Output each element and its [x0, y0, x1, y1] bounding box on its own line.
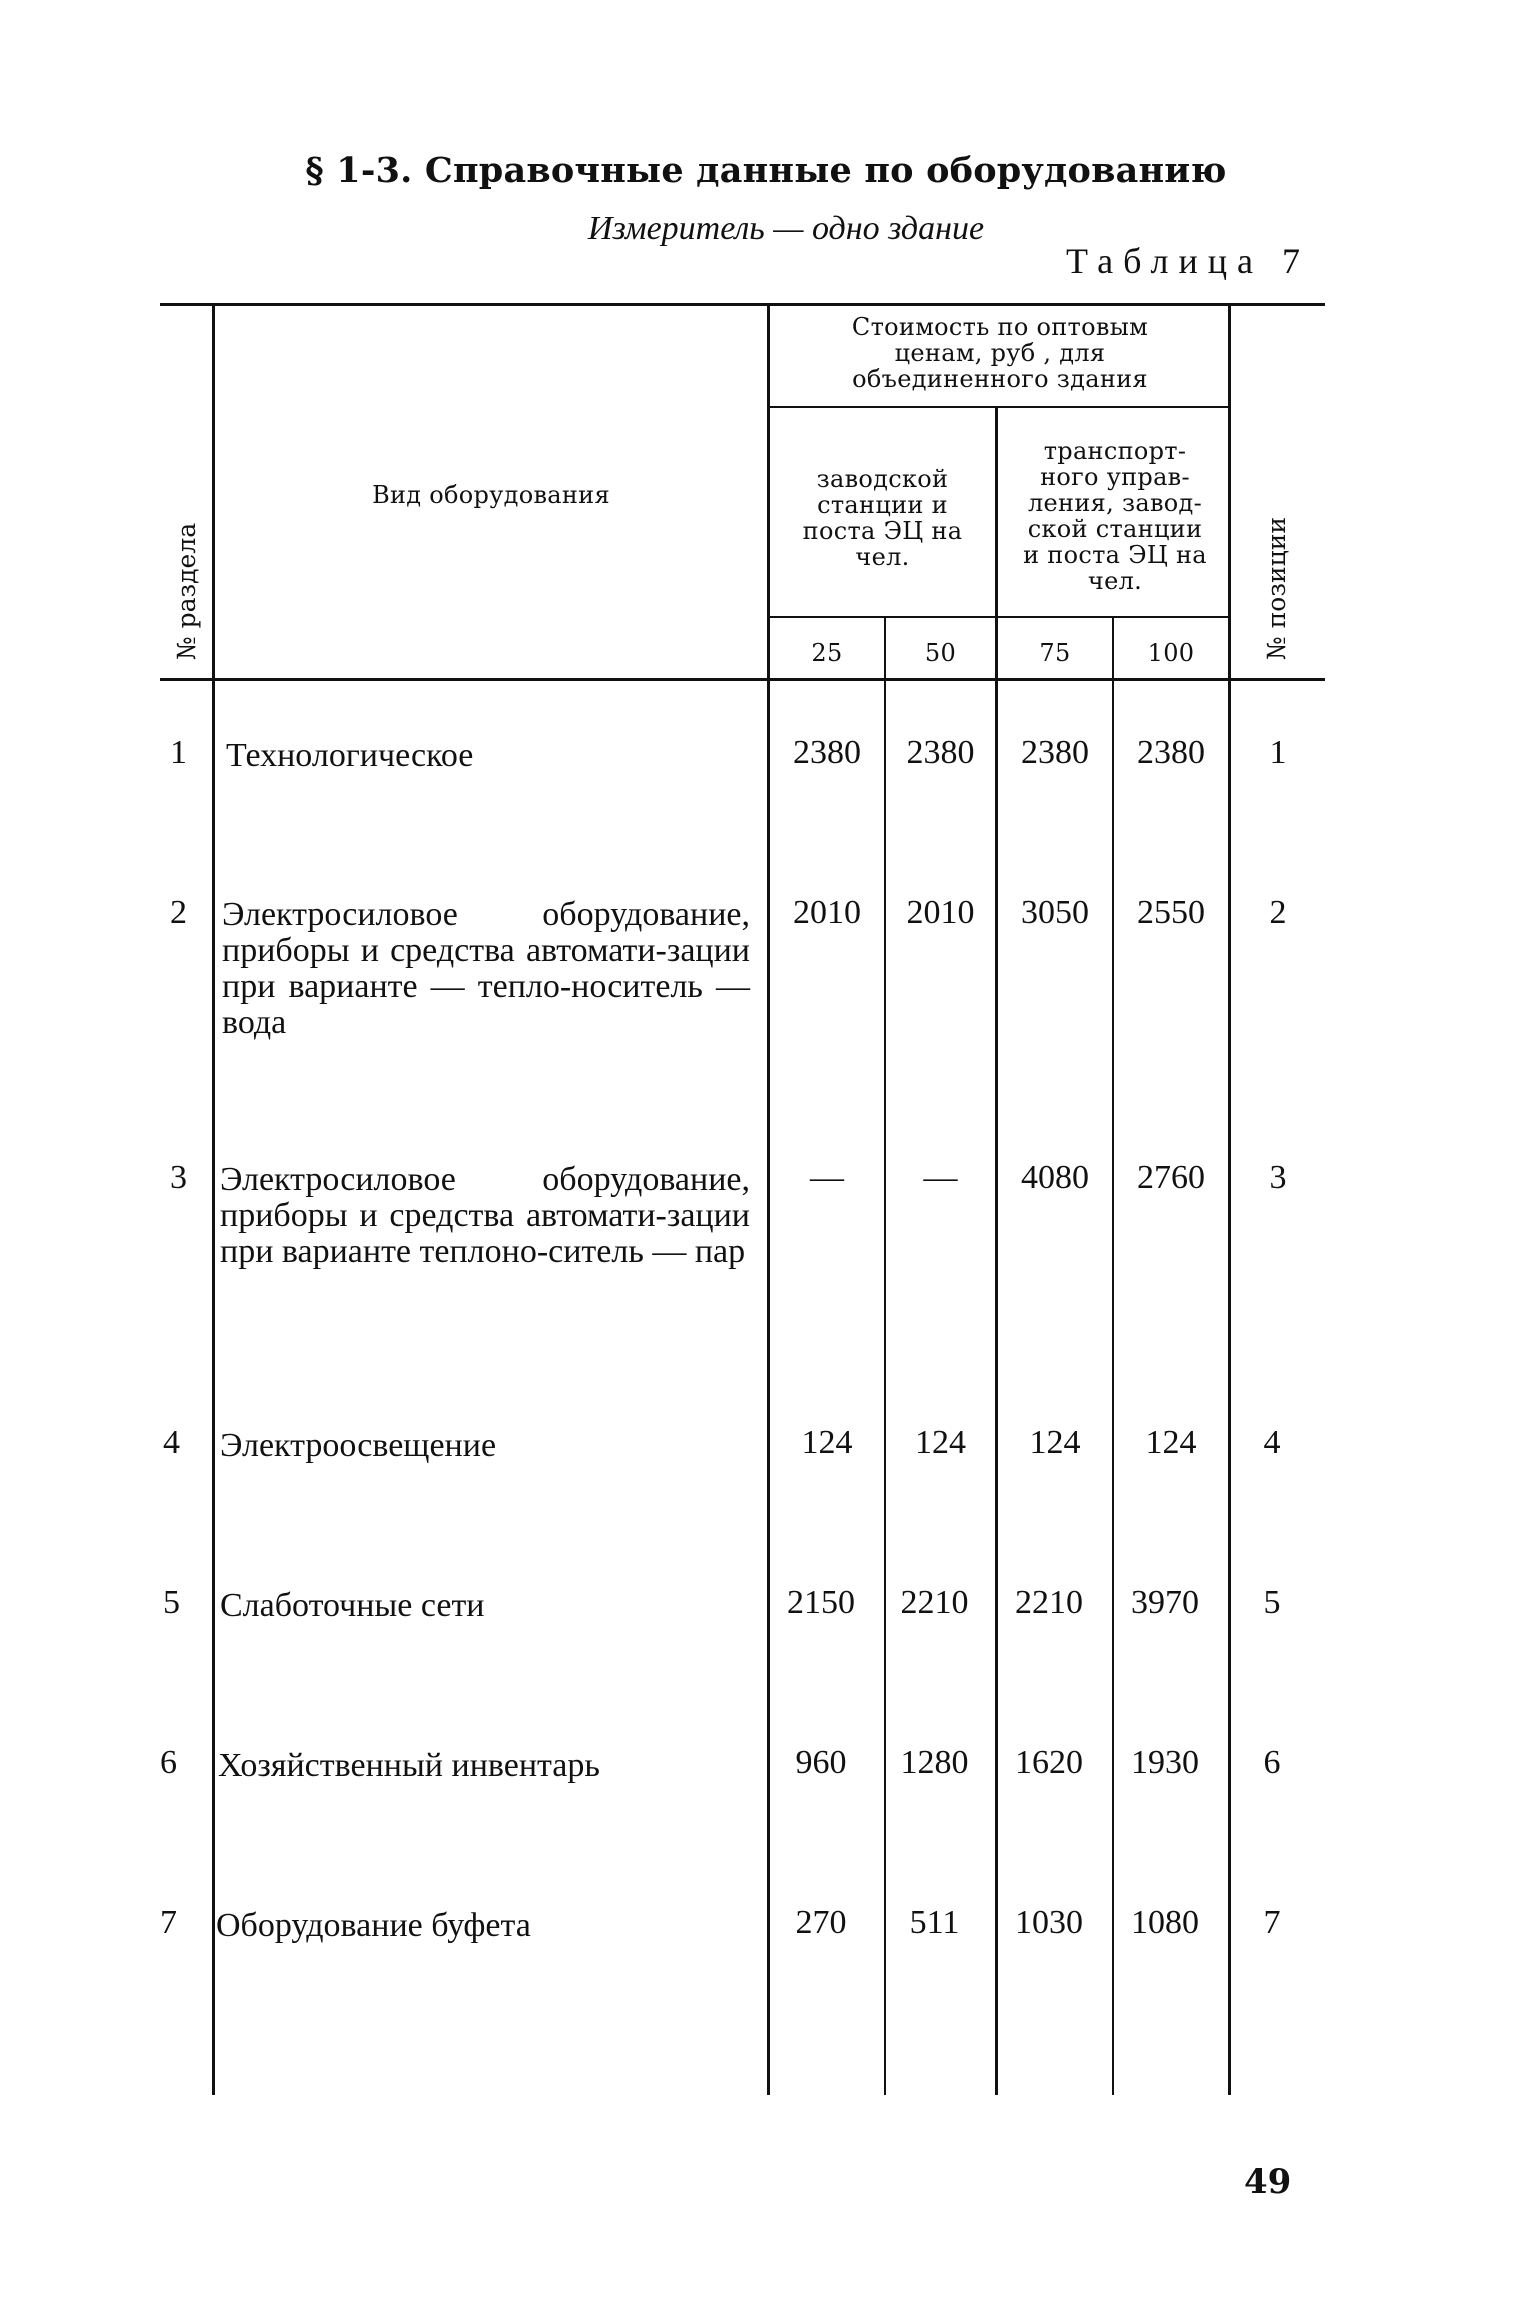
row-section: 3 — [170, 1159, 187, 1196]
page-number: 49 — [1244, 2162, 1292, 2202]
row-value-100: 3970 — [1131, 1584, 1199, 1621]
row-position: 1 — [1269, 734, 1287, 771]
row-value-25: 270 — [795, 1904, 847, 1941]
row-value-50: 1280 — [900, 1744, 969, 1781]
row-value-100: 2380 — [1137, 734, 1205, 771]
row-value-100: 1930 — [1131, 1744, 1199, 1781]
row-value-50: — — [923, 1159, 958, 1196]
row-equipment-type: Технологическое — [226, 737, 474, 774]
measurement-unit: Измеритель — одно здание — [587, 210, 985, 247]
row-value-50: 2210 — [900, 1584, 969, 1621]
row-value-75: 3050 — [1021, 894, 1089, 931]
row-equipment-type: Электросиловое оборудование, приборы и средства автомати-зации при варианте теплоно-ситель — пар — [220, 1161, 750, 1270]
col-header-section: № раздела — [172, 522, 201, 660]
row-section: 5 — [163, 1584, 180, 1621]
col-rule-75 — [1112, 618, 1114, 2095]
row-equipment-type: Оборудование буфета — [216, 1907, 531, 1944]
row-section: 4 — [163, 1424, 180, 1461]
row-value-100: 2550 — [1137, 894, 1205, 931]
row-value-25: — — [810, 1159, 844, 1196]
row-value-75: 4080 — [1021, 1159, 1089, 1196]
header-bottom-rule — [160, 678, 1325, 681]
col-header-cost-group: Стоимость по оптовым ценам, руб , для объединенного здания — [851, 313, 1149, 393]
subgroup-rule — [768, 616, 1228, 618]
col-header-subgroup-2: транспорт-ного управ-ления, завод-ской станции и поста ЭЦ на чел. — [1023, 437, 1207, 595]
row-equipment-type: Электроосвещение — [220, 1427, 497, 1464]
row-equipment-type: Хозяйственный инвентарь — [218, 1747, 600, 1784]
row-value-75: 1030 — [1015, 1904, 1083, 1941]
row-value-50: 2380 — [906, 734, 975, 771]
col-rule-section — [212, 305, 215, 2095]
col-rule-25 — [884, 618, 886, 2095]
capacity-100: 100 — [1147, 639, 1195, 667]
row-position: 7 — [1263, 1904, 1281, 1941]
row-value-75: 1620 — [1015, 1744, 1083, 1781]
table-label: Таблица 7 — [1066, 241, 1310, 281]
row-value-100: 2760 — [1137, 1159, 1205, 1196]
row-position: 2 — [1269, 894, 1287, 931]
row-position: 6 — [1263, 1744, 1281, 1781]
row-value-25: 2380 — [793, 734, 861, 771]
col-rule-100 — [1228, 305, 1231, 2095]
row-value-50: 124 — [915, 1424, 966, 1461]
row-position: 4 — [1263, 1424, 1281, 1461]
row-value-50: 2010 — [906, 894, 975, 931]
row-value-100: 1080 — [1131, 1904, 1199, 1941]
col-header-type: Вид оборудования — [372, 481, 610, 509]
cost-group-rule — [768, 406, 1228, 408]
row-value-50: 511 — [909, 1904, 960, 1941]
row-value-75: 2210 — [1015, 1584, 1083, 1621]
section-heading: § 1-3. Справочные данные по оборудованию — [305, 150, 1227, 191]
row-section: 7 — [160, 1904, 177, 1941]
row-value-25: 2150 — [787, 1584, 855, 1621]
col-header-subgroup-1: заводской станции и поста ЭЦ на чел. — [802, 465, 963, 571]
row-section: 6 — [160, 1744, 177, 1781]
col-rule-type — [767, 305, 770, 2095]
row-equipment-type: Слаботочные сети — [220, 1587, 485, 1624]
table-top-rule — [160, 303, 1325, 306]
row-value-25: 960 — [795, 1744, 847, 1781]
row-section: 2 — [170, 894, 187, 931]
row-equipment-type: Электросиловое оборудование, приборы и средства автомати-зации при варианте — тепло-носитель — вода — [222, 896, 750, 1041]
row-value-75: 2380 — [1021, 734, 1089, 771]
row-value-75: 124 — [1029, 1424, 1081, 1461]
capacity-50: 50 — [924, 639, 957, 667]
row-value-25: 2010 — [793, 894, 861, 931]
row-value-100: 124 — [1145, 1424, 1197, 1461]
row-position: 5 — [1263, 1584, 1281, 1621]
capacity-75: 75 — [1039, 639, 1071, 667]
row-position: 3 — [1269, 1159, 1287, 1196]
row-value-25: 124 — [801, 1424, 853, 1461]
row-section: 1 — [170, 734, 187, 771]
col-header-position: № позиции — [1262, 516, 1291, 660]
capacity-25: 25 — [811, 639, 843, 667]
